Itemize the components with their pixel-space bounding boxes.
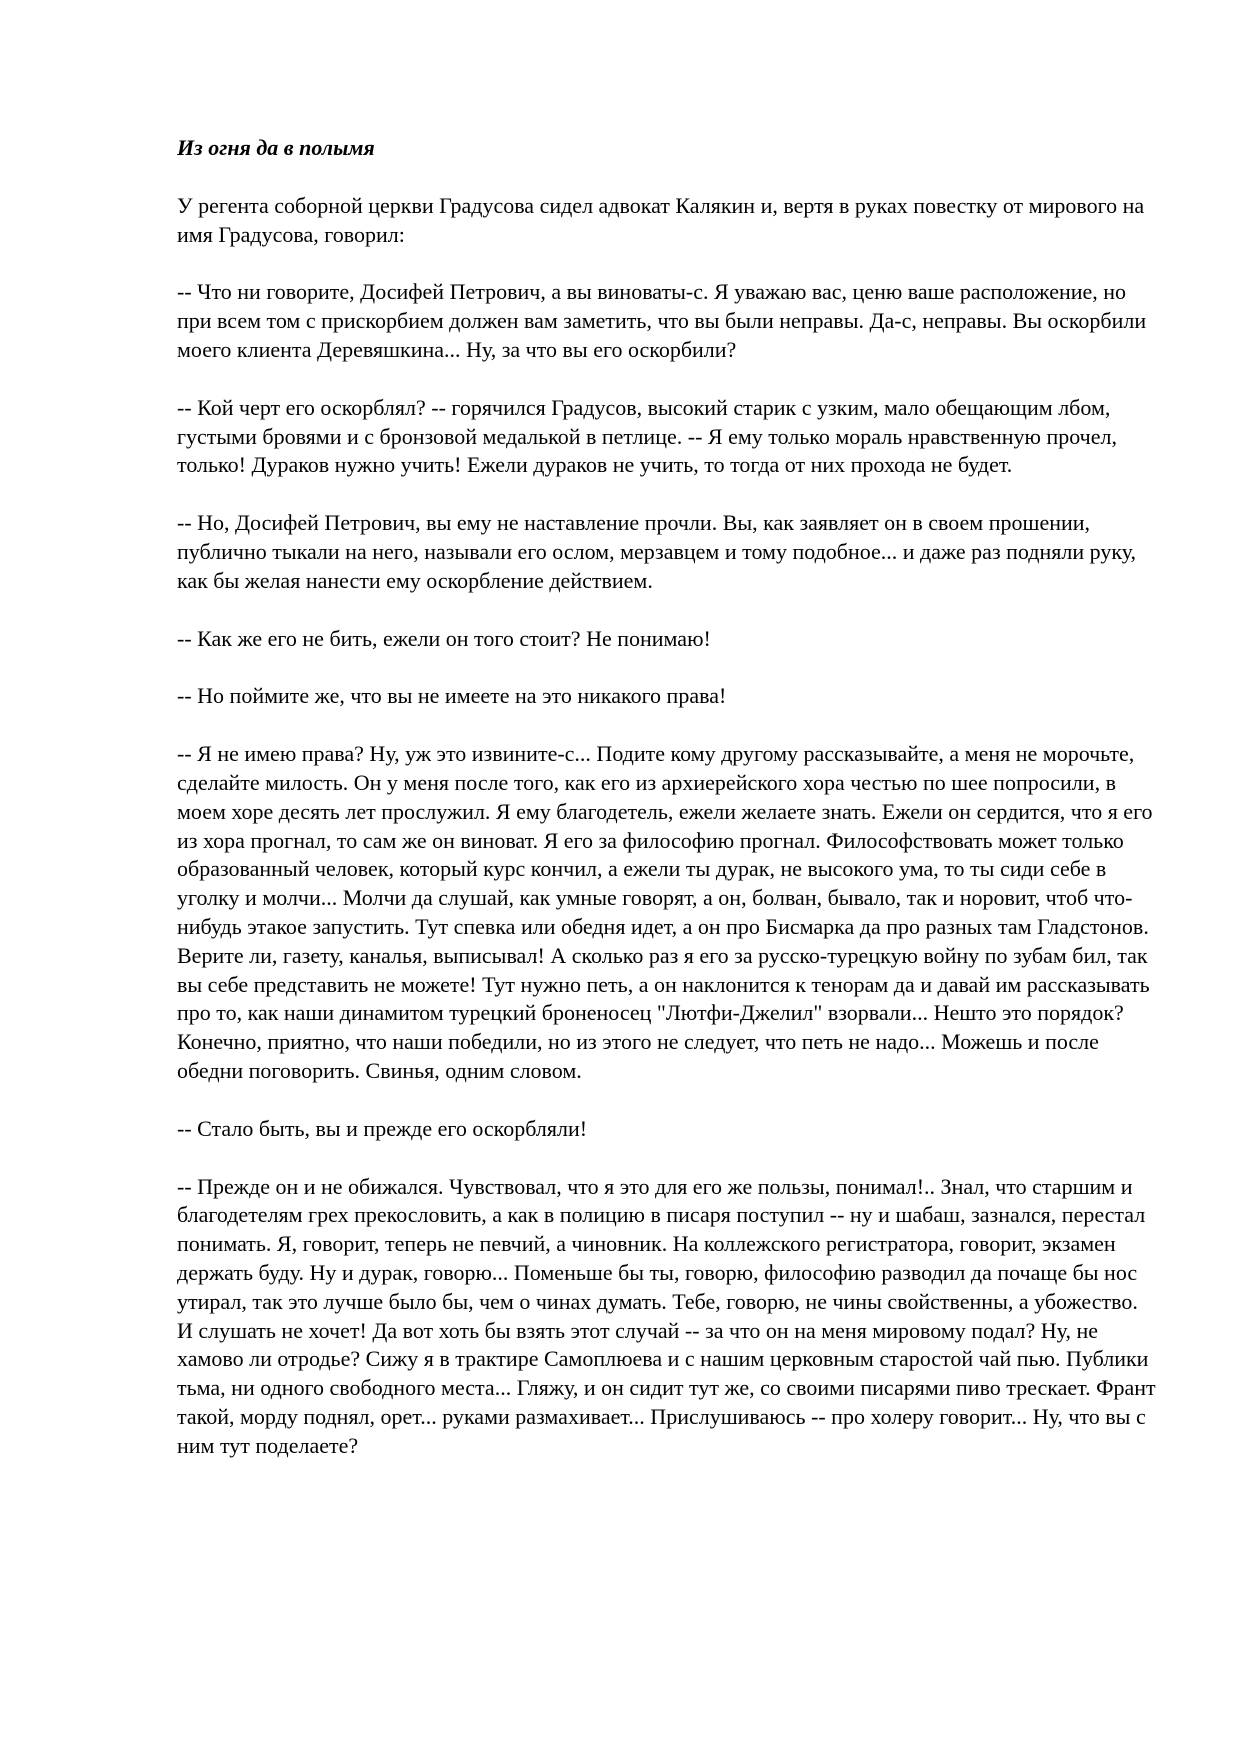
story-title: Из огня да в полымя — [177, 135, 375, 160]
paragraph: -- Стало быть, вы и прежде его оскорбляли! — [177, 1115, 588, 1141]
paragraph: -- Но, Досифей Петрович, вы ему не наставление прочли. Вы, как заявляет он в своем прошении, публично тыкали на него, называли его ослом, мерзавцем и тому подобное... и даже раз подняли руку, как бы желая нанести ему оскорбление действием. — [177, 510, 1136, 593]
paragraph: -- Что ни говорите, Досифей Петрович, а вы виноваты-с. Я уважаю вас, ценю ваше расположение, но при всем том с прискорбием должен вам заметить, что вы были неправы. Да-с, неправы. Вы оскорбили моего клиента Деревяшкина... Ну, за что вы его оскорбили? — [177, 279, 1147, 362]
paragraph: -- Прежде он и не обижался. Чувствовал, что я это для его же пользы, понимал!.. Знал, что старшим и благодетелям грех прекословить, а как в полицию в писаря поступил -- ну и шабаш, зазнался, перестал понимать. Я, говорит, теперь не певчий, а чиновник. На коллежского регистратора, говорит, экзамен держать буду. Ну и дурак, говорю... Поменьше бы ты, говорю, философию разводил да почаще бы нос утирал, так это лучше было бы, чем о чинах думать. Тебе, говорю, не чины свойственны, а убожество. И слушать не хочет! Да вот хоть бы взять этот случай -- за что он на меня мировому подал? Ну, не хамово ли отродье? Сижу я в трактире Самоплюева и с нашим церковным старостой чай пью. Публики тьма, ни одного свободного места... Гляжу, и он сидит тут же, со своими писарями пиво трескает. Франт такой, морду поднял, орет... руками размахивает... Прислушиваюсь -- про холеру говорит... Ну, что вы с ним тут поделаете? — [177, 1173, 1156, 1458]
paragraph: -- Кой черт его оскорблял? -- горячился Градусов, высокий старик с узким, мало обещающим лбом, густыми бровями и с бронзовой медалькой в петлице. -- Я ему только мораль нравственную прочел, только! Дураков нужно учить! Ежели дураков не учить, то тогда от них прохода не будет. — [177, 394, 1117, 478]
paragraph: -- Как же его не бить, ежели он того стоит? Не понимаю! — [177, 625, 711, 651]
paragraph: У регента соборной церкви Градусова сидел адвокат Калякин и, вертя в руках повестку от мирового на имя Градусова, говорил: — [177, 192, 1145, 247]
paragraph: -- Я не имею права? Ну, уж это извините-с... Подите кому другому рассказывайте, а меня не морочьте, сделайте милость. Он у меня после того, как его из архиерейского хора честью по шее попросили, в моем хоре десять лет прослужил. Я ему благодетель, ежели желаете знать. Ежели он сердится, что я его из хора прогнал, то сам же он виноват. Я его за философию прогнал. Философствовать может только образованный человек, который курс кончил, а ежели ты дурак, не высокого ума, то ты сиди себе в уголку и молчи... Молчи да слушай, как умные говорят, а он, болван, бывало, так и норовит, чтоб что-нибудь этакое запустить. Тут спевка или обедня идет, а он про Бисмарка да про разных там Гладстонов. Верите ли, газету, каналья, выписывал! А сколько раз я его за русско-турецкую войну по зубам бил, так вы себе представить не можете! Тут нужно петь, а он наклонится к тенорам да и давай им рассказывать про то, как наши динамитом турецкий броненосец "Лютфи-Джелил" взорвали... Нешто это порядок? Конечно, приятно, что наши победили, но из этого не следует, что петь не надо... Можешь и после обедни поговорить. Свинья, одним словом. — [177, 741, 1153, 1083]
paragraph: -- Но поймите же, что вы не имеете на это никакого права! — [177, 683, 727, 709]
document-body — [177, 134, 1157, 1460]
